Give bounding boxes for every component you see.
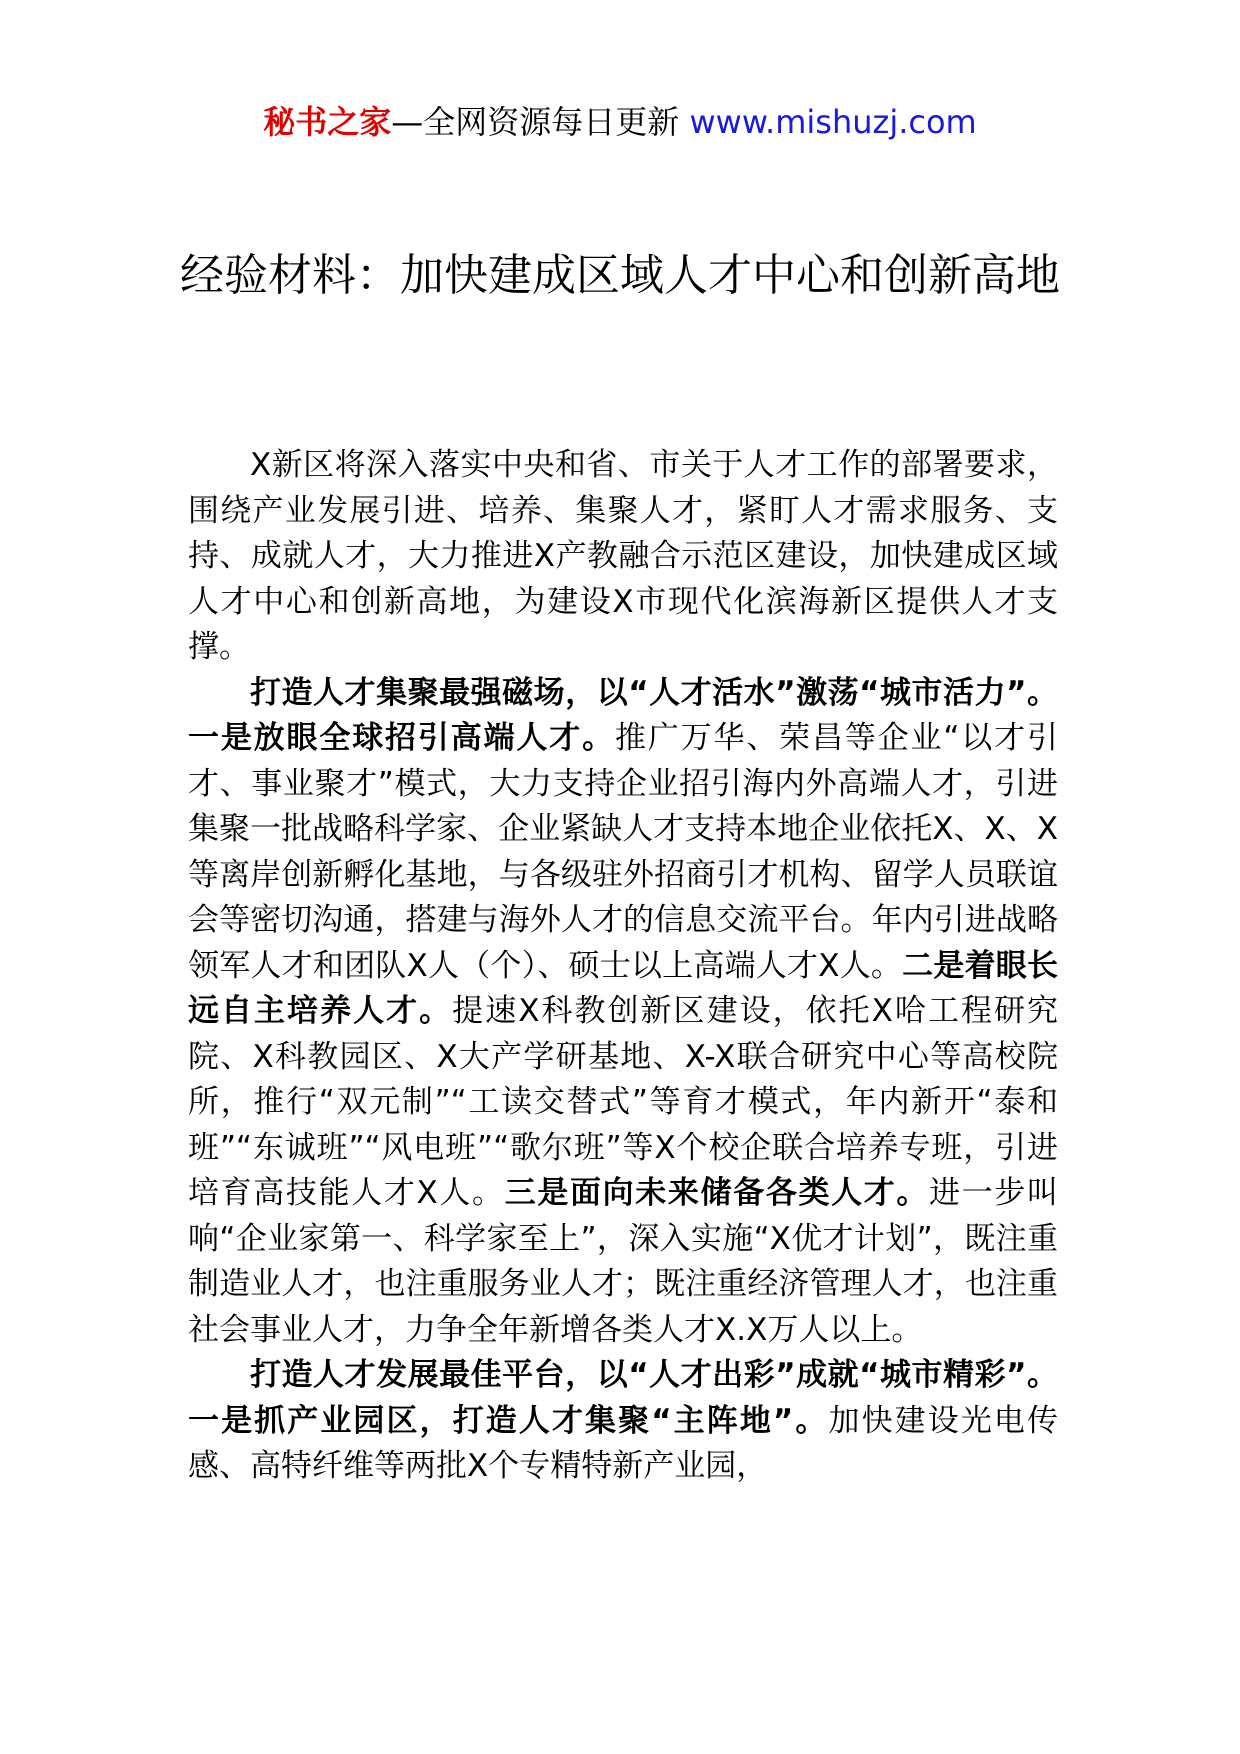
paragraph-text: 提速X科教创新区建设，依托X哈工程研究院、X科教园区、X大产学研基地、X-X联合研究中心等高校院所，推行“双元制”“工读交替式”等育才模式，年内新开“泰和班”“东诚班”“风电班”“歌尔班”等X个校企联合培养专班，引进培育高技能人才X人。	[188, 993, 1059, 1211]
site-slogan: —全网资源每日更新	[391, 103, 680, 141]
paragraph-text: 推广万华、荣昌等企业“以才引才、事业聚才”模式，大力支持企业招引海内外高端人才，引进集聚一批战略科学家、企业紧缺人才支持本地企业依托X、X、X等离岸创新孵化基地，与各级驻外招商引才机构、留学人员联谊会等密切沟通，搭建与海外人才的信息交流平台。年内引进战略领军人才和团队X人（个）、硕士以上高端人才X人。	[188, 720, 1058, 984]
paragraph-text: X新区将深入落实中央和省、市关于人才工作的部署要求，围绕产业发展引进、培养、集聚人才，紧盯人才需求服务、支持、成就人才，大力推进X产教融合示范区建设，加快建成区域人才中心和创新高地，为建设X市现代化滨海新区提供人才支撑。	[188, 447, 1058, 665]
paragraph-talent-magnet	[188, 671, 1058, 1354]
point-heading: 二是着眼长远自主培养人才。	[188, 947, 1058, 1029]
site-url-link[interactable]: www.mishuzj.com	[689, 103, 977, 141]
paragraph-text: 进一步叫响“企业家第一、科学家至上”，深入实施“X优才计划”，既注重制造业人才，也注重服务业人才；既注重经济管理人才，也注重社会事业人才，力争全年新增各类人才X.X万人以上。	[188, 1175, 1058, 1348]
paragraph-intro	[188, 443, 1058, 671]
paragraph-talent-platform	[188, 1353, 1058, 1490]
point-heading: 三是面向未来储备各类人才。	[504, 1175, 930, 1211]
document-title: 经验材料：加快建成区域人才中心和创新高地	[180, 250, 1060, 301]
section-heading: 打造人才发展最佳平台，以“人才出彩”成就“城市精彩”。一是抓产业园区，打造人才集聚“主阵地”。	[188, 1357, 1058, 1439]
section-heading: 打造人才集聚最强磁场，以“人才活水”激荡“城市活力”。一是放眼全球招引高端人才。	[188, 674, 1058, 756]
site-header	[0, 100, 1240, 144]
brand-name: 秘书之家	[263, 103, 392, 141]
document-body	[188, 443, 1058, 1490]
paragraph-text: 加快建设光电传感、高特纤维等两批X个专精特新产业园，	[188, 1402, 1059, 1484]
